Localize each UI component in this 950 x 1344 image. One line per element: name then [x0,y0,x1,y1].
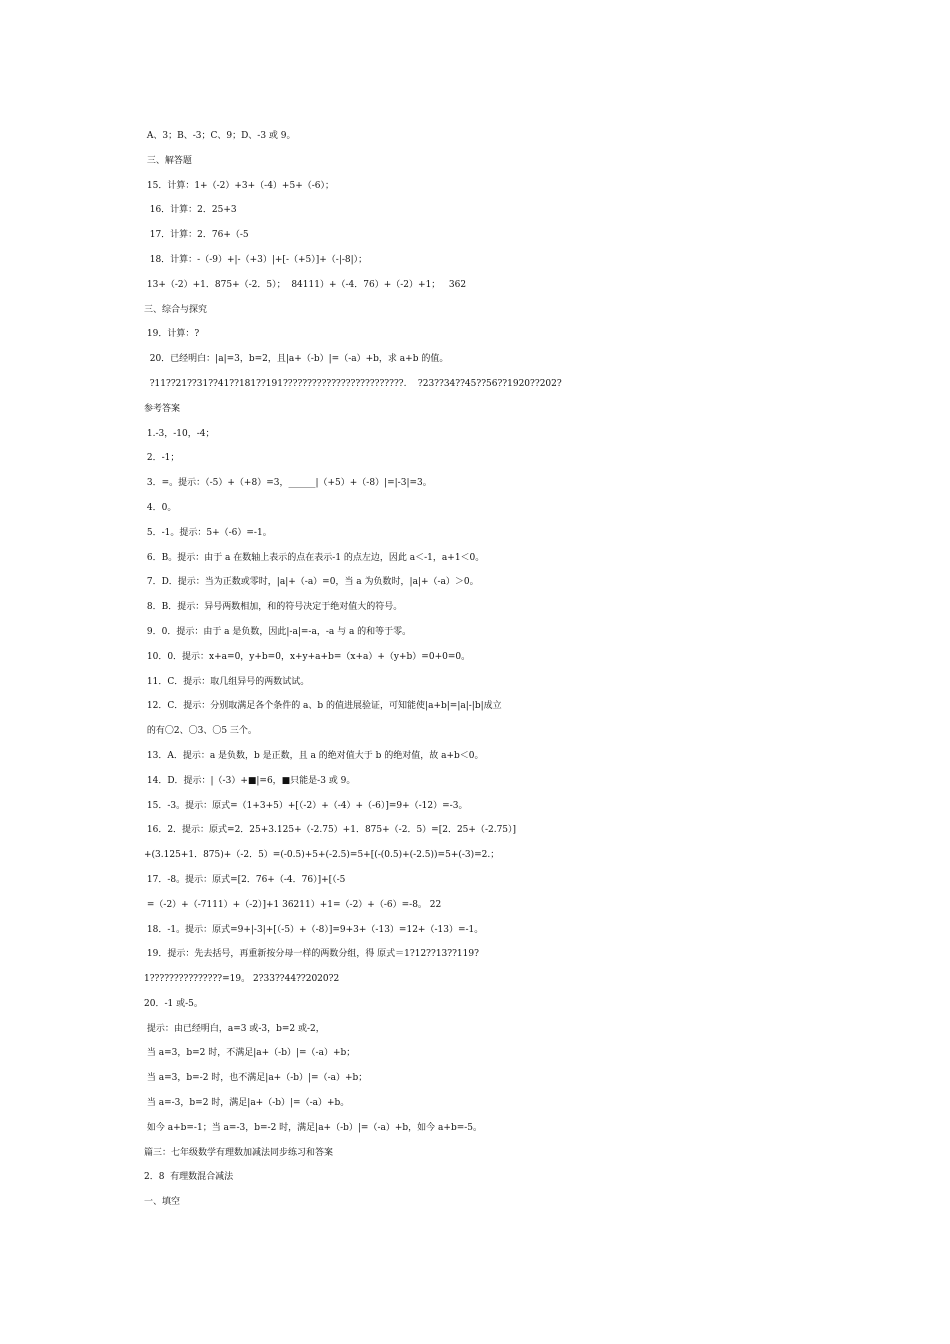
text-line: 如今 a+b=-1；当 a=-3，b=-2 时，满足|a+（-b）|=（-a）+b，如今 a+b=-5。 [144,1122,483,1133]
text-line: 13+（-2）+1．875+（-2．5）； 84111）+（-4．76）+（-2）+1； 362 [144,279,467,290]
text-line: 15．-3。提示：原式=（1+3+5）+[（-2）+（-4）+（-6）]=9+（-12）=-3。 [144,800,468,811]
document-body [144,124,814,1215]
text-line: 11．C．提示：取几组异号的两数试试。 [144,676,310,687]
text-line: 7．D．提示：当为正数或零时，|a|+（-a）=0，当 a 为负数时，|a|+（-a）＞0。 [144,577,479,588]
section-heading: 三、解答题 [144,155,192,166]
text-line: 当 a=3，b=2 时，不满足|a+（-b）|=（-a）+b； [144,1048,356,1059]
text-line: 6．B。提示：由于 a 在数轴上表示的点在表示-1 的点左边，因此 a＜-1，a+1＜0。 [144,552,485,563]
text-line: 14．D．提示：|（-3）+■|=6，■只能是-3 或 9。 [144,775,356,786]
text-line: 18．计算：-（-9）+|-（+3）|+[-（+5）]+（-|-8|）； [144,254,368,265]
text-line: 5．-1。提示：5+（-6）=-1。 [144,527,272,538]
text-line: 1???????????????=19。 2?33??44??2020?2 [144,974,340,985]
text-line: 18．-1。提示：原式=9+|-3|+[（-5）+（-8）]=9+3+（-13）=12+（-13）=-1。 [144,924,484,935]
text-line: 19．计算：? [144,329,200,340]
text-line: 17．-8。提示：原式=[2．76+（-4．76）]+[（-5 [144,874,346,885]
text-line: 20．已经明白：|a|=3，b=2，且|a+（-b）|=（-a）+b，求 a+b 的值。 [144,354,449,365]
text-line: 4．0。 [144,502,177,513]
text-line: A、3；B、-3；C、9；D、-3 或 9。 [144,131,296,141]
text-line: 16．2．提示：原式=2．25+3.125+（-2.75）+1．875+（-2．5）=[2．25+（-2.75）] [144,825,517,836]
text-line: 的有〇2、〇3、〇5 三个。 [144,726,257,737]
text-line: 15．计算：1+（-2）+3+（-4）+5+（-6）； [144,180,334,191]
section-heading: 一、填空 [144,1197,181,1208]
text-line: =（-2）+（-7111）+（-2）]+1 36211）+1=（-2）+（-6）=-8。 22 [144,899,442,910]
section-heading: 参考答案 [144,403,181,414]
section-heading: 三、综合与探究 [144,304,208,315]
text-line: 1.-3，-10，-4； [144,428,215,439]
text-line: 16．计算：2．25+3 [144,205,237,216]
text-line: 17．计算：2．76+（-5 [144,230,249,241]
text-line: 3．=。提示：（-5）+（+8）=3，______|（+5）+（-8）|=|-3|=3。 [144,478,432,489]
text-line: 8．B．提示：异号两数相加，和的符号决定于绝对值大的符号。 [144,602,403,613]
text-line: 12．C．提示：分别取满足各个条件的 a、b 的值进展验证，可知能使|a+b|=|a|-|b|成立 [144,701,502,712]
text-line: 提示：由已经明白，a=3 或-3，b=2 或-2， [144,1023,325,1034]
text-line: 20．-1 或-5。 [144,998,203,1009]
text-line: 2．-1； [144,453,180,464]
text-line: 19．提示：先去括号，再重新按分母一样的两数分组，得 原式＝1?12??13??119? [144,949,479,960]
text-line: 2．8 有理数混合减法 [144,1172,234,1183]
text-line: 当 a=3，b=-2 时，也不满足|a+（-b）|=（-a）+b； [144,1073,368,1084]
text-line: +(3.125+1．875)+（-2．5）=(-0.5)+5+(-2.5)=5+[(-(0.5)+(-2.5))=5+(-3)=2.； [144,850,500,861]
text-line: 13．A．提示：a 是负数，b 是正数，且 a 的绝对值大于 b 的绝对值，故 a+b＜0。 [144,750,484,761]
section-heading: 篇三：七年级数学有理数加减法同步练习和答案 [144,1147,334,1158]
text-line: 当 a=-3，b=2 时，满足|a+（-b）|=（-a）+b。 [144,1098,350,1109]
text-line: 10．0．提示：x+a=0，y+b=0，x+y+a+b=（x+a）+（y+b）=0+0=0。 [144,651,471,662]
text-line: ?11??21??31??41??181??191?????????????????????????. ?23??34??45??56??1920??202? [144,378,562,389]
text-line: 9．0．提示：由于 a 是负数，因此|-a|=-a，-a 与 a 的和等于零。 [144,626,412,637]
